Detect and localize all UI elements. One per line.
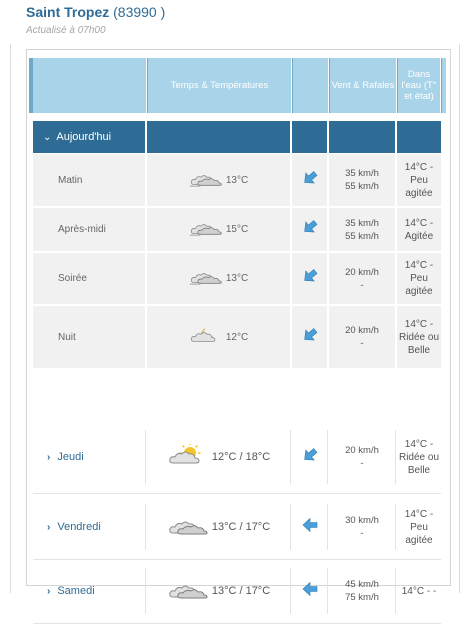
- day-temperatures: 13°C / 17°C: [211, 585, 271, 597]
- period-label: Nuit: [58, 331, 76, 343]
- day-label: Samedi: [57, 585, 95, 597]
- header-eau: [397, 58, 441, 113]
- period-row-2-sea: [397, 253, 441, 304]
- header-eau-label: Dans l'eau (T° et état): [401, 69, 437, 102]
- cloud-moon-icon: [189, 326, 223, 349]
- wind-gusts: -: [360, 458, 364, 469]
- period-row-1-weather: [147, 208, 290, 251]
- wind-speed: 30 km/h: [345, 515, 379, 526]
- period-row-0-label: [33, 154, 145, 206]
- column-divider: [327, 568, 328, 614]
- sun-cloud-icon: [167, 444, 209, 471]
- arrow-west-icon: [302, 581, 318, 602]
- period-label: Matin: [58, 174, 83, 186]
- today-label: Aujourd'hui: [56, 131, 112, 143]
- column-divider: [145, 430, 146, 484]
- day-row-1-wind: [329, 496, 395, 558]
- left-page-rule: [10, 44, 11, 593]
- sea-state: 14°C - Ridée ou Belle: [398, 318, 440, 356]
- period-row-0-weather: [147, 154, 290, 206]
- chevron-right-icon: ›: [47, 521, 51, 533]
- day-row-2-wind: [329, 560, 395, 622]
- sea-state: 14°C - -: [401, 585, 437, 597]
- period-row-2-wind: [329, 253, 395, 304]
- sea-state: 14°C - Peu agitée: [404, 260, 434, 297]
- period-row-1-sea: [397, 208, 441, 251]
- sea-state: 14°C - Ridée ou Belle: [398, 438, 440, 476]
- period-row-2-label: [33, 253, 145, 304]
- sea-state: 14°C - Peu agitée: [404, 508, 434, 546]
- day-row-samedi[interactable]: [33, 560, 145, 622]
- column-divider: [290, 504, 291, 550]
- day-row-0-wind: [329, 422, 395, 492]
- day-row-2-sea: [397, 560, 441, 622]
- period-temperature: 12°C: [225, 331, 249, 343]
- period-row-3-weather: [147, 306, 290, 368]
- day-row-0-weather: [147, 422, 290, 492]
- cloudy-icon: [167, 514, 209, 541]
- day-row-2-wind-direction: [292, 560, 327, 622]
- arrow-southwest-icon: [302, 219, 318, 240]
- updated-time: Actualisé à 07h00: [26, 25, 106, 36]
- wind-speed: 20 km/h: [345, 445, 379, 456]
- wind-gusts: -: [360, 279, 364, 291]
- wind-gusts: -: [360, 338, 364, 349]
- sea-state: 14°C - Peu agitée: [404, 161, 434, 199]
- wind-gusts: 55 km/h: [345, 181, 379, 192]
- period-temperature: 13°C: [225, 174, 249, 186]
- row-divider: [33, 493, 441, 494]
- today-toggle[interactable]: [33, 121, 145, 153]
- period-temperature: 15°C: [225, 224, 249, 235]
- period-row-0-wind: [329, 154, 395, 206]
- header-day-column: [29, 58, 147, 113]
- period-row-1-wind-direction: [292, 208, 327, 251]
- day-temperatures: 12°C / 18°C: [211, 451, 271, 463]
- location-title: [26, 4, 165, 20]
- column-divider: [145, 504, 146, 550]
- sea-state: 14°C - Agitée: [404, 217, 434, 242]
- right-page-rule: [459, 44, 460, 593]
- location-postcode: (83990 ): [113, 4, 166, 20]
- period-row-2-wind-direction: [292, 253, 327, 304]
- arrow-west-icon: [302, 517, 318, 538]
- header-temps-label: Temps & Températures: [170, 80, 269, 91]
- header-temps: [147, 58, 292, 113]
- period-row-3-label: [33, 306, 145, 368]
- day-row-jeudi[interactable]: [33, 422, 145, 492]
- arrow-southwest-icon: [302, 268, 318, 289]
- column-divider: [290, 430, 291, 484]
- day-temperatures: 13°C / 17°C: [211, 521, 271, 533]
- day-label: Vendredi: [57, 521, 101, 533]
- period-row-2-weather: [147, 253, 290, 304]
- chevron-right-icon: ›: [47, 585, 51, 597]
- chevron-right-icon: ›: [47, 451, 51, 463]
- period-row-0-wind-direction: [292, 154, 327, 206]
- period-row-3-sea: [397, 306, 441, 368]
- period-label: Après-midi: [58, 224, 106, 235]
- forecast-table: [26, 49, 451, 603]
- location-name: Saint Tropez: [26, 4, 110, 20]
- day-row-0-wind-direction: [292, 422, 327, 492]
- header-vent-label: Vent & Rafales: [331, 80, 395, 91]
- column-divider: [395, 430, 396, 484]
- column-divider: [327, 504, 328, 550]
- day-row-vendredi[interactable]: [33, 496, 145, 558]
- period-row-1-label: [33, 208, 145, 251]
- cloudy-icon: [167, 578, 209, 605]
- day-row-2-weather: [147, 560, 290, 622]
- column-divider: [145, 568, 146, 614]
- arrow-southwest-icon: [302, 170, 318, 191]
- cloudy-wind-icon: [189, 169, 223, 192]
- header-vent: [329, 58, 397, 113]
- period-row-0-sea: [397, 154, 441, 206]
- day-row-1-wind-direction: [292, 496, 327, 558]
- period-label: Soirée: [58, 273, 87, 284]
- header-edge: [441, 58, 447, 113]
- column-divider: [395, 568, 396, 614]
- wind-gusts: -: [360, 528, 364, 539]
- period-temperature: 13°C: [225, 273, 249, 284]
- day-row-1-weather: [147, 496, 290, 558]
- today-bar-temps: [147, 121, 290, 153]
- arrow-southwest-icon: [302, 447, 318, 468]
- header-wind-direction: [292, 58, 329, 113]
- period-row-1-wind: [329, 208, 395, 251]
- day-label: Jeudi: [57, 451, 84, 463]
- arrow-southwest-icon: [302, 327, 318, 348]
- period-row-3-wind-direction: [292, 306, 327, 368]
- day-row-1-sea: [397, 496, 441, 558]
- cloudy-wind-icon: [189, 218, 223, 241]
- cloudy-wind-icon: [189, 267, 223, 290]
- today-bar-eau: [397, 121, 441, 153]
- today-bar-wind-direction: [292, 121, 327, 153]
- wind-speed: 20 km/h: [345, 266, 379, 278]
- wind-gusts: 55 km/h: [345, 230, 379, 242]
- wind-speed: 45 km/h: [345, 579, 379, 590]
- period-row-3-wind: [329, 306, 395, 368]
- chevron-down-icon: ⌄: [43, 131, 52, 143]
- wind-speed: 35 km/h: [345, 168, 379, 179]
- column-divider: [327, 430, 328, 484]
- wind-speed: 20 km/h: [345, 325, 379, 336]
- column-divider: [395, 504, 396, 550]
- day-row-0-sea: [397, 422, 441, 492]
- today-bar-vent: [329, 121, 395, 153]
- wind-speed: 35 km/h: [345, 217, 379, 229]
- wind-gusts: 75 km/h: [345, 592, 379, 603]
- column-divider: [290, 568, 291, 614]
